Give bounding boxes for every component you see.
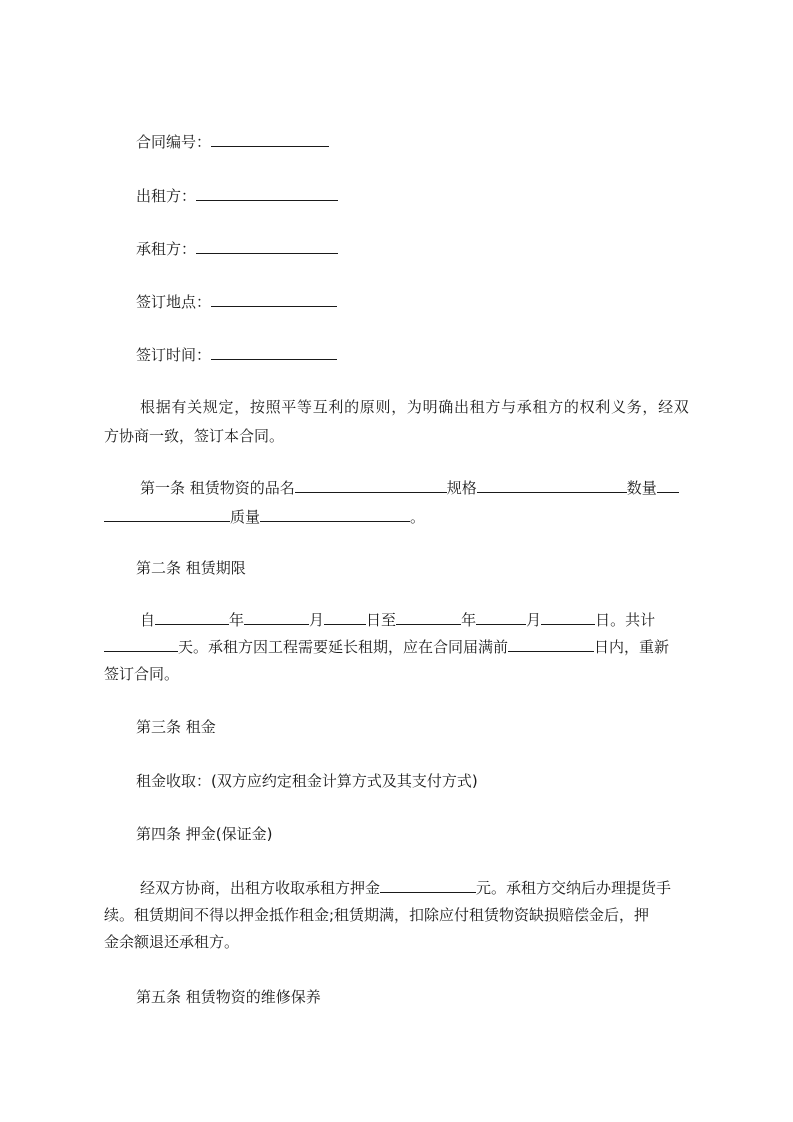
contract-number-blank[interactable]	[211, 132, 329, 147]
days-within-text: 日内，重新	[594, 638, 670, 656]
end-year-blank[interactable]	[396, 610, 461, 625]
deposit-text-a: 经双方协商，出租方收取承租方押金	[140, 879, 381, 897]
preamble-line-1: 根据有关规定，按照平等互利的原则，为明确出租方与承租方的权利义务，经双	[140, 398, 690, 416]
article-2-line-2	[104, 637, 669, 657]
preamble-line-2: 方协商一致，签订本合同。	[104, 427, 285, 445]
total-days-blank[interactable]	[104, 637, 178, 652]
sign-place-field	[136, 292, 337, 312]
lessor-blank[interactable]	[196, 186, 338, 201]
month-label-2: 月	[526, 611, 542, 629]
article-1-end: 。	[410, 508, 426, 526]
lessee-label: 承租方：	[136, 240, 197, 258]
article-4-title: 第四条 押金(保证金)	[136, 825, 273, 843]
quantity-blank-b[interactable]	[104, 507, 230, 522]
article-1-prefix: 第一条 租赁物资的品名	[140, 479, 295, 497]
article-1-line-2	[104, 507, 425, 527]
deposit-amount-blank[interactable]	[380, 878, 476, 893]
contract-number-field	[136, 132, 329, 152]
start-month-blank[interactable]	[244, 610, 309, 625]
from-label: 自	[140, 611, 156, 629]
item-name-blank[interactable]	[295, 478, 447, 493]
article-2-title: 第二条 租赁期限	[136, 559, 246, 577]
deposit-text-b: 元。承租方交纳后办理提货手	[476, 879, 672, 897]
article-2-line-3: 签订合同。	[104, 665, 180, 683]
lessor-field	[136, 186, 338, 206]
lessor-label: 出租方：	[136, 187, 197, 205]
spec-label: 规格	[446, 479, 477, 497]
end-day-blank[interactable]	[541, 610, 595, 625]
contract-number-label: 合同编号：	[136, 133, 212, 151]
article-4-line-2: 续。租赁期间不得以押金抵作租金;租赁期满，扣除应付租赁物资缺损赔偿金后，押	[104, 906, 650, 924]
rent-collection-text: 租金收取：(双方应约定租金计算方式及其支付方式)	[136, 772, 478, 790]
quantity-blank-a[interactable]	[657, 478, 679, 493]
lessee-field	[136, 239, 338, 259]
start-day-blank[interactable]	[324, 610, 366, 625]
article-5-title: 第五条 租赁物资的维修保养	[136, 988, 321, 1006]
lessee-blank[interactable]	[196, 239, 338, 254]
sign-place-label: 签订地点：	[136, 293, 212, 311]
sign-place-blank[interactable]	[211, 292, 337, 307]
article-1-line-1	[140, 478, 679, 498]
sign-time-blank[interactable]	[211, 345, 337, 360]
article-2-line-1	[140, 610, 655, 630]
quality-blank[interactable]	[260, 507, 410, 522]
start-year-blank[interactable]	[155, 610, 229, 625]
quantity-label: 数量	[626, 479, 657, 497]
month-label: 月	[309, 611, 325, 629]
quality-label: 质量	[230, 508, 261, 526]
day-total-label: 日。共计	[595, 611, 656, 629]
sign-time-field	[136, 345, 337, 365]
year-label-2: 年	[461, 611, 477, 629]
end-month-blank[interactable]	[476, 610, 526, 625]
day-to-label: 日至	[366, 611, 397, 629]
year-label: 年	[229, 611, 245, 629]
article-3-title: 第三条 租金	[136, 718, 216, 736]
sign-time-label: 签订时间：	[136, 346, 212, 364]
days-text: 天。承租方因工程需要延长租期，应在合同届满前	[178, 638, 509, 656]
article-4-line-3: 金余额退还承租方。	[104, 933, 240, 951]
spec-blank[interactable]	[477, 478, 627, 493]
article-4-line-1	[140, 878, 671, 898]
renew-days-blank[interactable]	[508, 637, 594, 652]
